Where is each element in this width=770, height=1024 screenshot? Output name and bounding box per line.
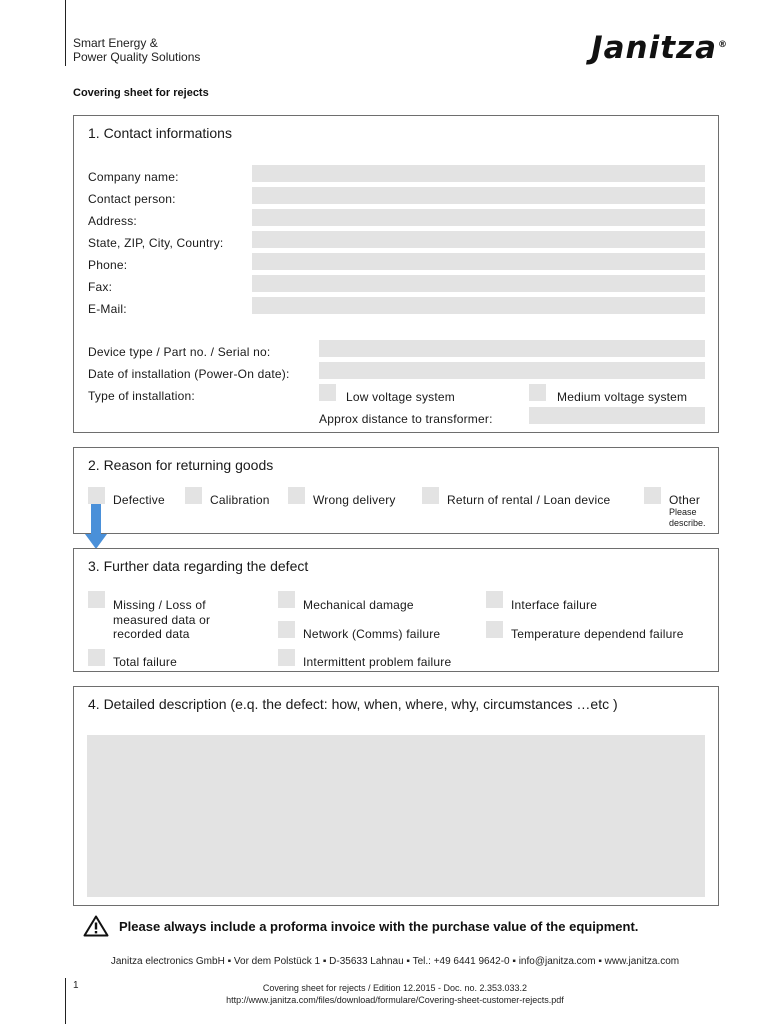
- low-voltage-label: Low voltage system: [346, 390, 455, 404]
- device-type-field[interactable]: [319, 340, 705, 357]
- device-type-label: Device type / Part no. / Serial no:: [88, 345, 271, 359]
- page-number: 1: [73, 980, 79, 991]
- detailed-description-field[interactable]: [87, 735, 705, 897]
- email-field[interactable]: [252, 297, 705, 314]
- installation-type-label: Type of installation:: [88, 389, 195, 403]
- transformer-distance-field[interactable]: [529, 407, 705, 424]
- return-rental-label: Return of rental / Loan device: [447, 493, 611, 507]
- defective-label: Defective: [113, 493, 165, 507]
- mechanical-damage-label: Mechanical damage: [303, 598, 414, 612]
- total-failure-checkbox[interactable]: [88, 649, 105, 666]
- wrong-delivery-checkbox[interactable]: [288, 487, 305, 504]
- missing-data-line-3: recorded data: [113, 627, 190, 641]
- network-failure-label: Network (Comms) failure: [303, 627, 441, 641]
- total-failure-label: Total failure: [113, 655, 177, 669]
- invoice-notice: [83, 915, 638, 937]
- logo-text: Janitza: [591, 30, 717, 66]
- state-zip-city-country-label: State, ZIP, City, Country:: [88, 236, 224, 250]
- contact-section: [73, 115, 719, 433]
- calibration-checkbox[interactable]: [185, 487, 202, 504]
- missing-data-line-1: Missing / Loss of: [113, 598, 206, 612]
- missing-data-checkbox[interactable]: [88, 591, 105, 608]
- company-address: Janitza electronics GmbH ▪ Vor dem Polstück 1 ▪ D-35633 Lahnau ▪ Tel.: +49 6441 9642-0 ▪ info@janitza.com ▪ www.janitza.com: [110, 956, 680, 967]
- temperature-failure-checkbox[interactable]: [486, 621, 503, 638]
- intermittent-failure-label: Intermittent problem failure: [303, 655, 452, 669]
- reason-section: [73, 447, 719, 534]
- invoice-notice-text: Please always include a proforma invoice with the purchase value of the equipment.: [119, 918, 639, 934]
- phone-field[interactable]: [252, 253, 705, 270]
- fax-field[interactable]: [252, 275, 705, 292]
- address-field[interactable]: [252, 209, 705, 226]
- janitza-logo: [591, 30, 728, 66]
- mechanical-damage-checkbox[interactable]: [278, 591, 295, 608]
- down-arrow-icon: [85, 504, 107, 550]
- temperature-failure-label: Temperature dependend failure: [511, 627, 684, 641]
- wrong-delivery-label: Wrong delivery: [313, 493, 396, 507]
- footer-edition: Covering sheet for rejects / Edition 12.2015 - Doc. no. 2.353.033.2: [262, 983, 528, 993]
- calibration-label: Calibration: [210, 493, 270, 507]
- missing-data-line-2: measured data or: [113, 612, 211, 627]
- description-section: [73, 686, 719, 906]
- state-zip-city-country-field[interactable]: [252, 231, 705, 248]
- defect-section: [73, 548, 719, 672]
- reason-section-title: 2. Reason for returning goods: [88, 457, 274, 473]
- margin-line-top: [65, 0, 66, 66]
- address-label: Address:: [88, 214, 137, 228]
- return-rental-checkbox[interactable]: [422, 487, 439, 504]
- document-footer: [0, 982, 770, 1006]
- registered-mark: ®: [718, 39, 728, 50]
- contact-section-title: 1. Contact informations: [88, 125, 232, 141]
- tagline-line-1: Smart Energy &: [73, 36, 158, 50]
- email-label: E-Mail:: [88, 302, 127, 316]
- interface-failure-checkbox[interactable]: [486, 591, 503, 608]
- fax-label: Fax:: [88, 280, 113, 294]
- document-title: Covering sheet for rejects: [73, 87, 209, 99]
- other-note-line-2: describe.: [669, 518, 706, 528]
- footer-url: http://www.janitza.com/files/download/formulare/Covering-sheet-customer-rejects.pdf: [226, 995, 564, 1005]
- company-tagline: [73, 36, 200, 64]
- medium-voltage-checkbox[interactable]: [529, 384, 546, 401]
- other-note: [669, 507, 706, 529]
- warning-icon: [83, 915, 109, 937]
- defect-section-title: 3. Further data regarding the defect: [88, 558, 309, 574]
- intermittent-failure-checkbox[interactable]: [278, 649, 295, 666]
- medium-voltage-label: Medium voltage system: [557, 390, 688, 404]
- tagline-line-2: Power Quality Solutions: [73, 50, 201, 64]
- description-section-title: 4. Detailed description (e.q. the defect: how, when, where, why, circumstances …etc ): [88, 696, 618, 712]
- company-name-field[interactable]: [252, 165, 705, 182]
- installation-date-label: Date of installation (Power-On date):: [88, 367, 290, 381]
- interface-failure-label: Interface failure: [511, 598, 598, 612]
- other-label: Other: [669, 493, 701, 507]
- missing-data-label: [113, 598, 210, 642]
- contact-person-label: Contact person:: [88, 192, 176, 206]
- network-failure-checkbox[interactable]: [278, 621, 295, 638]
- phone-label: Phone:: [88, 258, 128, 272]
- transformer-distance-label: Approx distance to transformer:: [319, 412, 493, 426]
- installation-date-field[interactable]: [319, 362, 705, 379]
- low-voltage-checkbox[interactable]: [319, 384, 336, 401]
- defective-checkbox[interactable]: [88, 487, 105, 504]
- company-name-label: Company name:: [88, 170, 179, 184]
- other-note-line-1: Please: [669, 507, 697, 517]
- contact-person-field[interactable]: [252, 187, 705, 204]
- other-checkbox[interactable]: [644, 487, 661, 504]
